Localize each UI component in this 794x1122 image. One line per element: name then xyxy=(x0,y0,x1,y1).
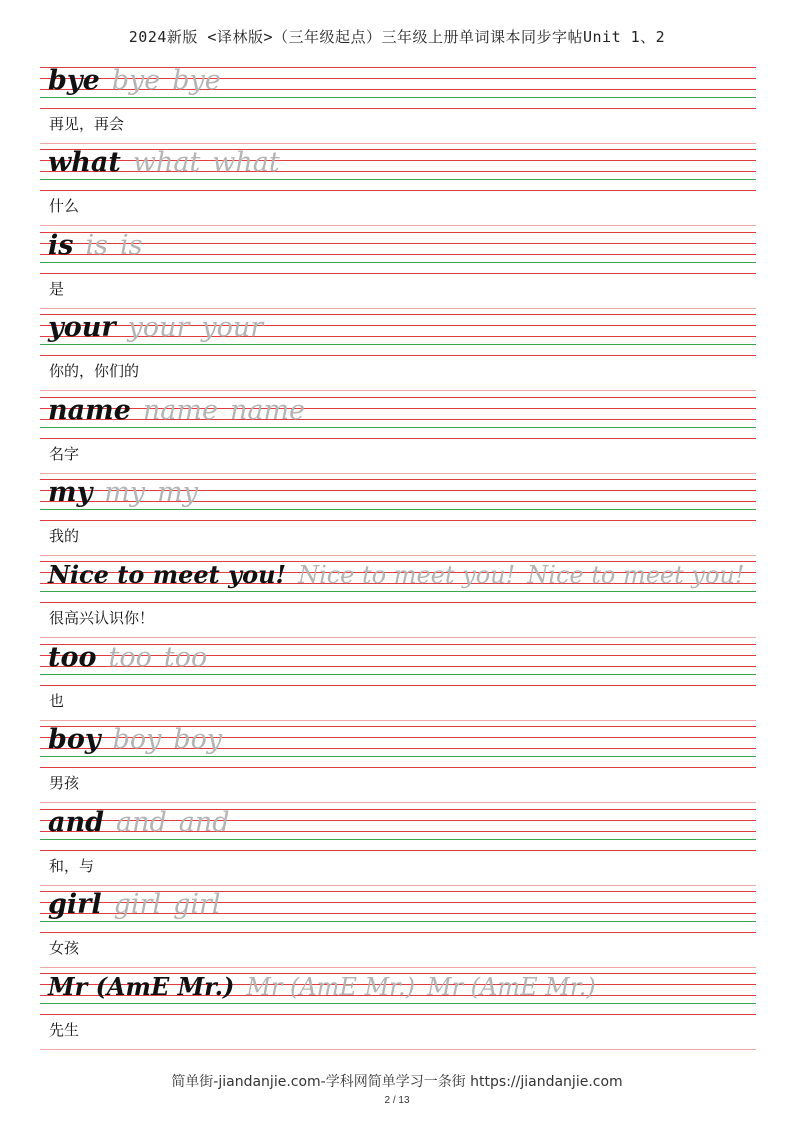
meaning-underline xyxy=(40,225,756,226)
tracing-word: boy xyxy=(173,724,223,755)
green-baseline xyxy=(40,262,756,263)
writing-line xyxy=(48,555,745,595)
red-guide-line xyxy=(40,190,756,191)
writing-line xyxy=(48,885,221,925)
model-word: my xyxy=(48,477,93,508)
model-word: your xyxy=(48,312,116,343)
writing-line xyxy=(48,720,222,760)
red-guide-line xyxy=(40,602,756,603)
writing-line xyxy=(48,226,142,266)
chinese-meaning: 先生 xyxy=(49,1021,80,1039)
tracing-word: name xyxy=(229,395,306,426)
tracing-word: boy xyxy=(112,724,162,755)
word-entry xyxy=(0,891,794,973)
tracing-word: Nice to meet you! xyxy=(298,561,516,589)
chinese-meaning: 我的 xyxy=(49,527,80,545)
word-entry xyxy=(0,561,794,643)
tracing-word: my xyxy=(157,477,198,508)
writing-line xyxy=(48,391,305,431)
tracing-word: too xyxy=(163,642,208,673)
model-word: Nice to meet you! xyxy=(48,560,287,589)
tracing-word: Nice to meet you! xyxy=(527,561,745,589)
chinese-meaning: 是 xyxy=(49,280,65,298)
word-entry xyxy=(0,149,794,231)
writing-line xyxy=(48,61,221,101)
red-guide-line xyxy=(40,438,756,439)
red-guide-line xyxy=(40,243,756,244)
tracing-word: your xyxy=(201,312,264,343)
chinese-meaning: 和，与 xyxy=(49,857,95,875)
tracing-word: bye xyxy=(172,65,221,96)
tracing-word: is xyxy=(85,230,108,261)
model-word: bye xyxy=(48,65,100,96)
page-title: 2024新版 <译林版>（三年级起点）三年级上册单词课本同步字帖Unit 1、2 xyxy=(128,28,666,46)
tracing-word: is xyxy=(119,230,143,261)
tracing-word: your xyxy=(127,312,190,343)
red-guide-line xyxy=(40,932,756,933)
model-word: what xyxy=(48,147,121,178)
footer-website: 简单街-jiandanjie.com-学科网简单学习一条街 https://jiandanjie.com xyxy=(171,1074,623,1090)
model-word: name xyxy=(48,395,131,426)
writing-line xyxy=(48,638,207,678)
model-word: boy xyxy=(48,724,101,755)
word-entry xyxy=(0,232,794,314)
model-word: is xyxy=(48,230,74,261)
tracing-word: girl xyxy=(173,889,221,920)
model-word: Mr (AmE Mr.) xyxy=(48,972,235,1001)
model-word: girl xyxy=(48,889,102,920)
word-entry xyxy=(0,67,794,149)
word-entry xyxy=(0,644,794,726)
writing-line xyxy=(48,803,230,843)
red-guide-line xyxy=(40,850,756,851)
writing-line xyxy=(48,143,280,183)
word-entry xyxy=(0,479,794,561)
red-guide-line xyxy=(40,254,756,255)
writing-line xyxy=(48,473,198,513)
chinese-meaning: 你的，你们的 xyxy=(49,362,140,380)
tracing-word: too xyxy=(108,642,152,673)
red-guide-line xyxy=(40,685,756,686)
tracing-word: Mr (AmE Mr.) xyxy=(246,973,415,1001)
writing-line xyxy=(48,967,596,1007)
red-guide-line xyxy=(40,273,756,274)
word-entry xyxy=(0,397,794,479)
chinese-meaning: 很高兴认识你！ xyxy=(49,609,155,627)
red-guide-line xyxy=(40,108,756,109)
page-number: 2 / 13 xyxy=(384,1095,410,1106)
chinese-meaning: 女孩 xyxy=(49,939,80,957)
red-guide-line xyxy=(40,232,756,233)
word-entry xyxy=(0,314,794,396)
tracing-word: bye xyxy=(111,65,161,96)
model-word: and xyxy=(48,807,105,838)
chinese-meaning: 再见，再会 xyxy=(49,115,125,133)
chinese-meaning: 名字 xyxy=(49,445,80,463)
tracing-word: what xyxy=(132,147,201,178)
tracing-word: girl xyxy=(113,889,162,920)
red-guide-line xyxy=(40,767,756,768)
tracing-word: and xyxy=(116,807,167,838)
red-guide-line xyxy=(40,355,756,356)
word-entry xyxy=(0,973,794,1055)
tracing-word: and xyxy=(178,807,230,838)
writing-line xyxy=(48,308,263,348)
tracing-word: my xyxy=(104,477,146,508)
meaning-underline xyxy=(40,1049,756,1050)
word-entry xyxy=(0,726,794,808)
model-word: too xyxy=(48,642,97,673)
tracing-word: what xyxy=(212,147,280,178)
chinese-meaning: 什么 xyxy=(49,197,80,215)
tracing-word: Mr (AmE Mr.) xyxy=(427,973,596,1001)
word-entry xyxy=(0,809,794,891)
chinese-meaning: 也 xyxy=(49,692,65,710)
tracing-word: name xyxy=(142,395,218,426)
red-guide-line xyxy=(40,1014,756,1015)
red-guide-line xyxy=(40,520,756,521)
chinese-meaning: 男孩 xyxy=(49,774,80,792)
